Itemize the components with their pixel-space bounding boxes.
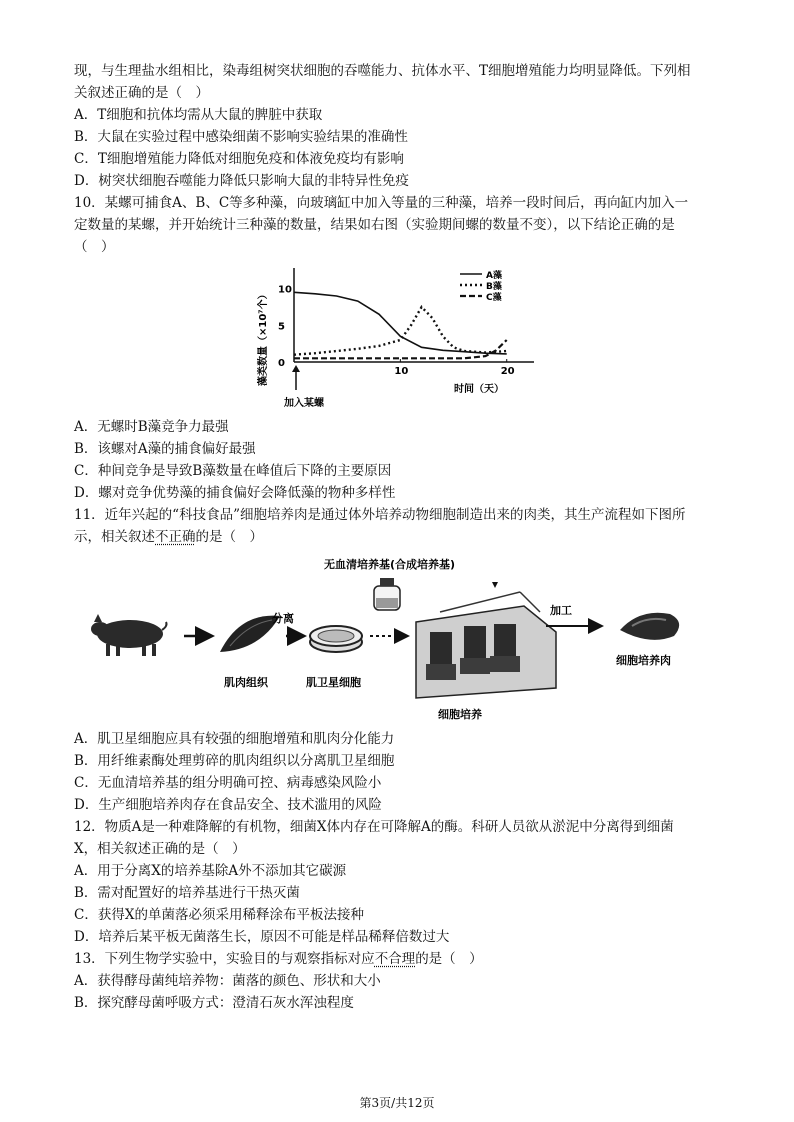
muscle-tissue-icon bbox=[220, 616, 280, 652]
q10-stem-line1: 10．某螺可捕食A、B、C等多种藻，向玻璃缸中加入等量的三种藻，培养一段时间后，再向缸内加入一 bbox=[74, 195, 689, 211]
q10-option-d[interactable]: D．螺对竞争优势藻的捕食偏好会降低藻的物种多样性 bbox=[74, 485, 396, 501]
label-separate: 分离 bbox=[272, 612, 294, 625]
series-line-2 bbox=[294, 307, 507, 355]
label-serum-free-medium: 无血清培养基(合成培养基) bbox=[324, 558, 456, 571]
q11-stem-part1: 示，相关叙述 bbox=[74, 529, 155, 545]
chart-xlabel: 时间（天） bbox=[454, 384, 504, 395]
page-footer: 第3页/共12页 bbox=[359, 1096, 435, 1110]
y-tick-label: 10 bbox=[278, 284, 292, 296]
q13-option-a[interactable]: A．获得酵母菌纯培养物：菌落的颜色、形状和大小 bbox=[74, 973, 381, 989]
y-tick-label: 0 bbox=[278, 358, 285, 369]
q12-option-c[interactable]: C．获得X的单菌落必须采用稀释涂布平板法接种 bbox=[74, 907, 364, 923]
q11-stem-line2 bbox=[74, 528, 263, 546]
q9-option-c[interactable]: C．T细胞增殖能力降低对细胞免疫和体液免疫均有影响 bbox=[74, 151, 404, 167]
annotation-arrowhead bbox=[292, 365, 300, 372]
q13-stem-part1: 13．下列生物学实验中，实验目的与观察指标对应 bbox=[74, 951, 375, 967]
cultured-meat-icon bbox=[620, 613, 679, 640]
legend-label-3: C藻 bbox=[486, 293, 502, 303]
q9-option-d[interactable]: D．树突状细胞吞噬能力降低只影响大鼠的非特异性免疫 bbox=[74, 173, 409, 189]
medium-bottle-icon bbox=[374, 578, 400, 610]
q10-stem-line2: 定数量的某螺，并开始统计三种藻的数量，结果如右图（实验期间螺的数量不变），以下结论正确的是 bbox=[74, 217, 675, 233]
q11-option-c[interactable]: C．无血清培养基的组分明确可控、病毒感染风险小 bbox=[74, 775, 382, 791]
label-muscle-tissue: 肌肉组织 bbox=[224, 676, 268, 689]
x-tick-label: 20 bbox=[500, 366, 515, 377]
q12-option-a[interactable]: A．用于分离X的培养基除A外不添加其它碳源 bbox=[74, 863, 347, 879]
q9-stem-line1: 现，与生理盐水组相比，染毒组树突状细胞的吞噬能力、抗体水平、T细胞增殖能力均明显降低。下列相 bbox=[74, 63, 691, 79]
q11-option-d[interactable]: D．生产细胞培养肉存在食品安全、技术滥用的风险 bbox=[74, 797, 382, 813]
q12-option-b[interactable]: B．需对配置好的培养基进行干热灭菌 bbox=[74, 885, 300, 901]
q10-option-b[interactable]: B．该螺对A藻的捕食偏好最强 bbox=[74, 441, 256, 457]
cultured-meat-process-diagram bbox=[80, 552, 700, 722]
pig-icon bbox=[91, 614, 167, 656]
algae-population-chart bbox=[250, 262, 550, 414]
label-process: 加工 bbox=[550, 604, 572, 617]
q13-option-b[interactable]: B．探究酵母菌呼吸方式：澄清石灰水浑浊程度 bbox=[74, 995, 354, 1011]
series-line-3 bbox=[294, 340, 507, 358]
label-cell-culture: 细胞培养 bbox=[438, 708, 482, 721]
legend-label-2: B藻 bbox=[486, 282, 502, 292]
q10-stem-line3: （ ） bbox=[74, 239, 115, 255]
q13-emphasis-unreasonable: 不合理 bbox=[374, 951, 416, 967]
chart-ylabel: 藻类数量（×10⁷个） bbox=[258, 289, 269, 386]
y-tick-label: 5 bbox=[278, 321, 285, 333]
petri-dish-icon bbox=[310, 626, 362, 652]
q9-stem-line2: 关叙述正确的是（ ） bbox=[74, 85, 209, 101]
q11-option-a[interactable]: A．肌卫星细胞应具有较强的细胞增殖和肌肉分化能力 bbox=[74, 731, 395, 747]
q11-stem-line1: 11．近年兴起的“科技食品”细胞培养肉是通过体外培养动物细胞制造出来的肉类，其生产流程如下图所 bbox=[74, 507, 686, 523]
q9-option-b[interactable]: B．大鼠在实验过程中感染细菌不影响实验结果的准确性 bbox=[74, 129, 408, 145]
q12-stem-line2: X，相关叙述正确的是（ ） bbox=[74, 841, 246, 857]
bioreactor-icon bbox=[416, 582, 556, 698]
chart-annotation-add-snail: 加入某螺 bbox=[284, 398, 324, 409]
q11-stem-part2: 的是（ ） bbox=[195, 529, 263, 545]
label-satellite-cell: 肌卫星细胞 bbox=[306, 676, 361, 689]
q11-emphasis-not-correct: 不正确 bbox=[155, 529, 196, 545]
q12-option-d[interactable]: D．培养后某平板无菌落生长，原因不可能是样品稀释倍数过大 bbox=[74, 929, 450, 945]
q13-stem-part2: 的是（ ） bbox=[415, 951, 483, 967]
legend-label-1: A藻 bbox=[486, 271, 502, 281]
chart-series bbox=[294, 292, 507, 358]
q12-stem-line1: 12．物质A是一种难降解的有机物，细菌X体内存在可降解A的酶。科研人员欲从淤泥中分离得到细菌 bbox=[74, 819, 674, 835]
label-cultured-meat: 细胞培养肉 bbox=[616, 654, 671, 667]
q10-option-c[interactable]: C．种间竞争是导致B藻数量在峰值后下降的主要原因 bbox=[74, 463, 392, 479]
q13-stem-line1 bbox=[74, 950, 483, 968]
q9-option-a[interactable]: A．T细胞和抗体均需从大鼠的脾脏中获取 bbox=[74, 107, 323, 123]
chart-legend bbox=[460, 269, 502, 303]
q10-option-a[interactable]: A．无螺时B藻竞争力最强 bbox=[74, 419, 229, 435]
q11-option-b[interactable]: B．用纤维素酶处理剪碎的肌肉组织以分离肌卫星细胞 bbox=[74, 753, 395, 769]
series-line-1 bbox=[294, 292, 507, 354]
x-tick-label: 10 bbox=[394, 366, 409, 377]
